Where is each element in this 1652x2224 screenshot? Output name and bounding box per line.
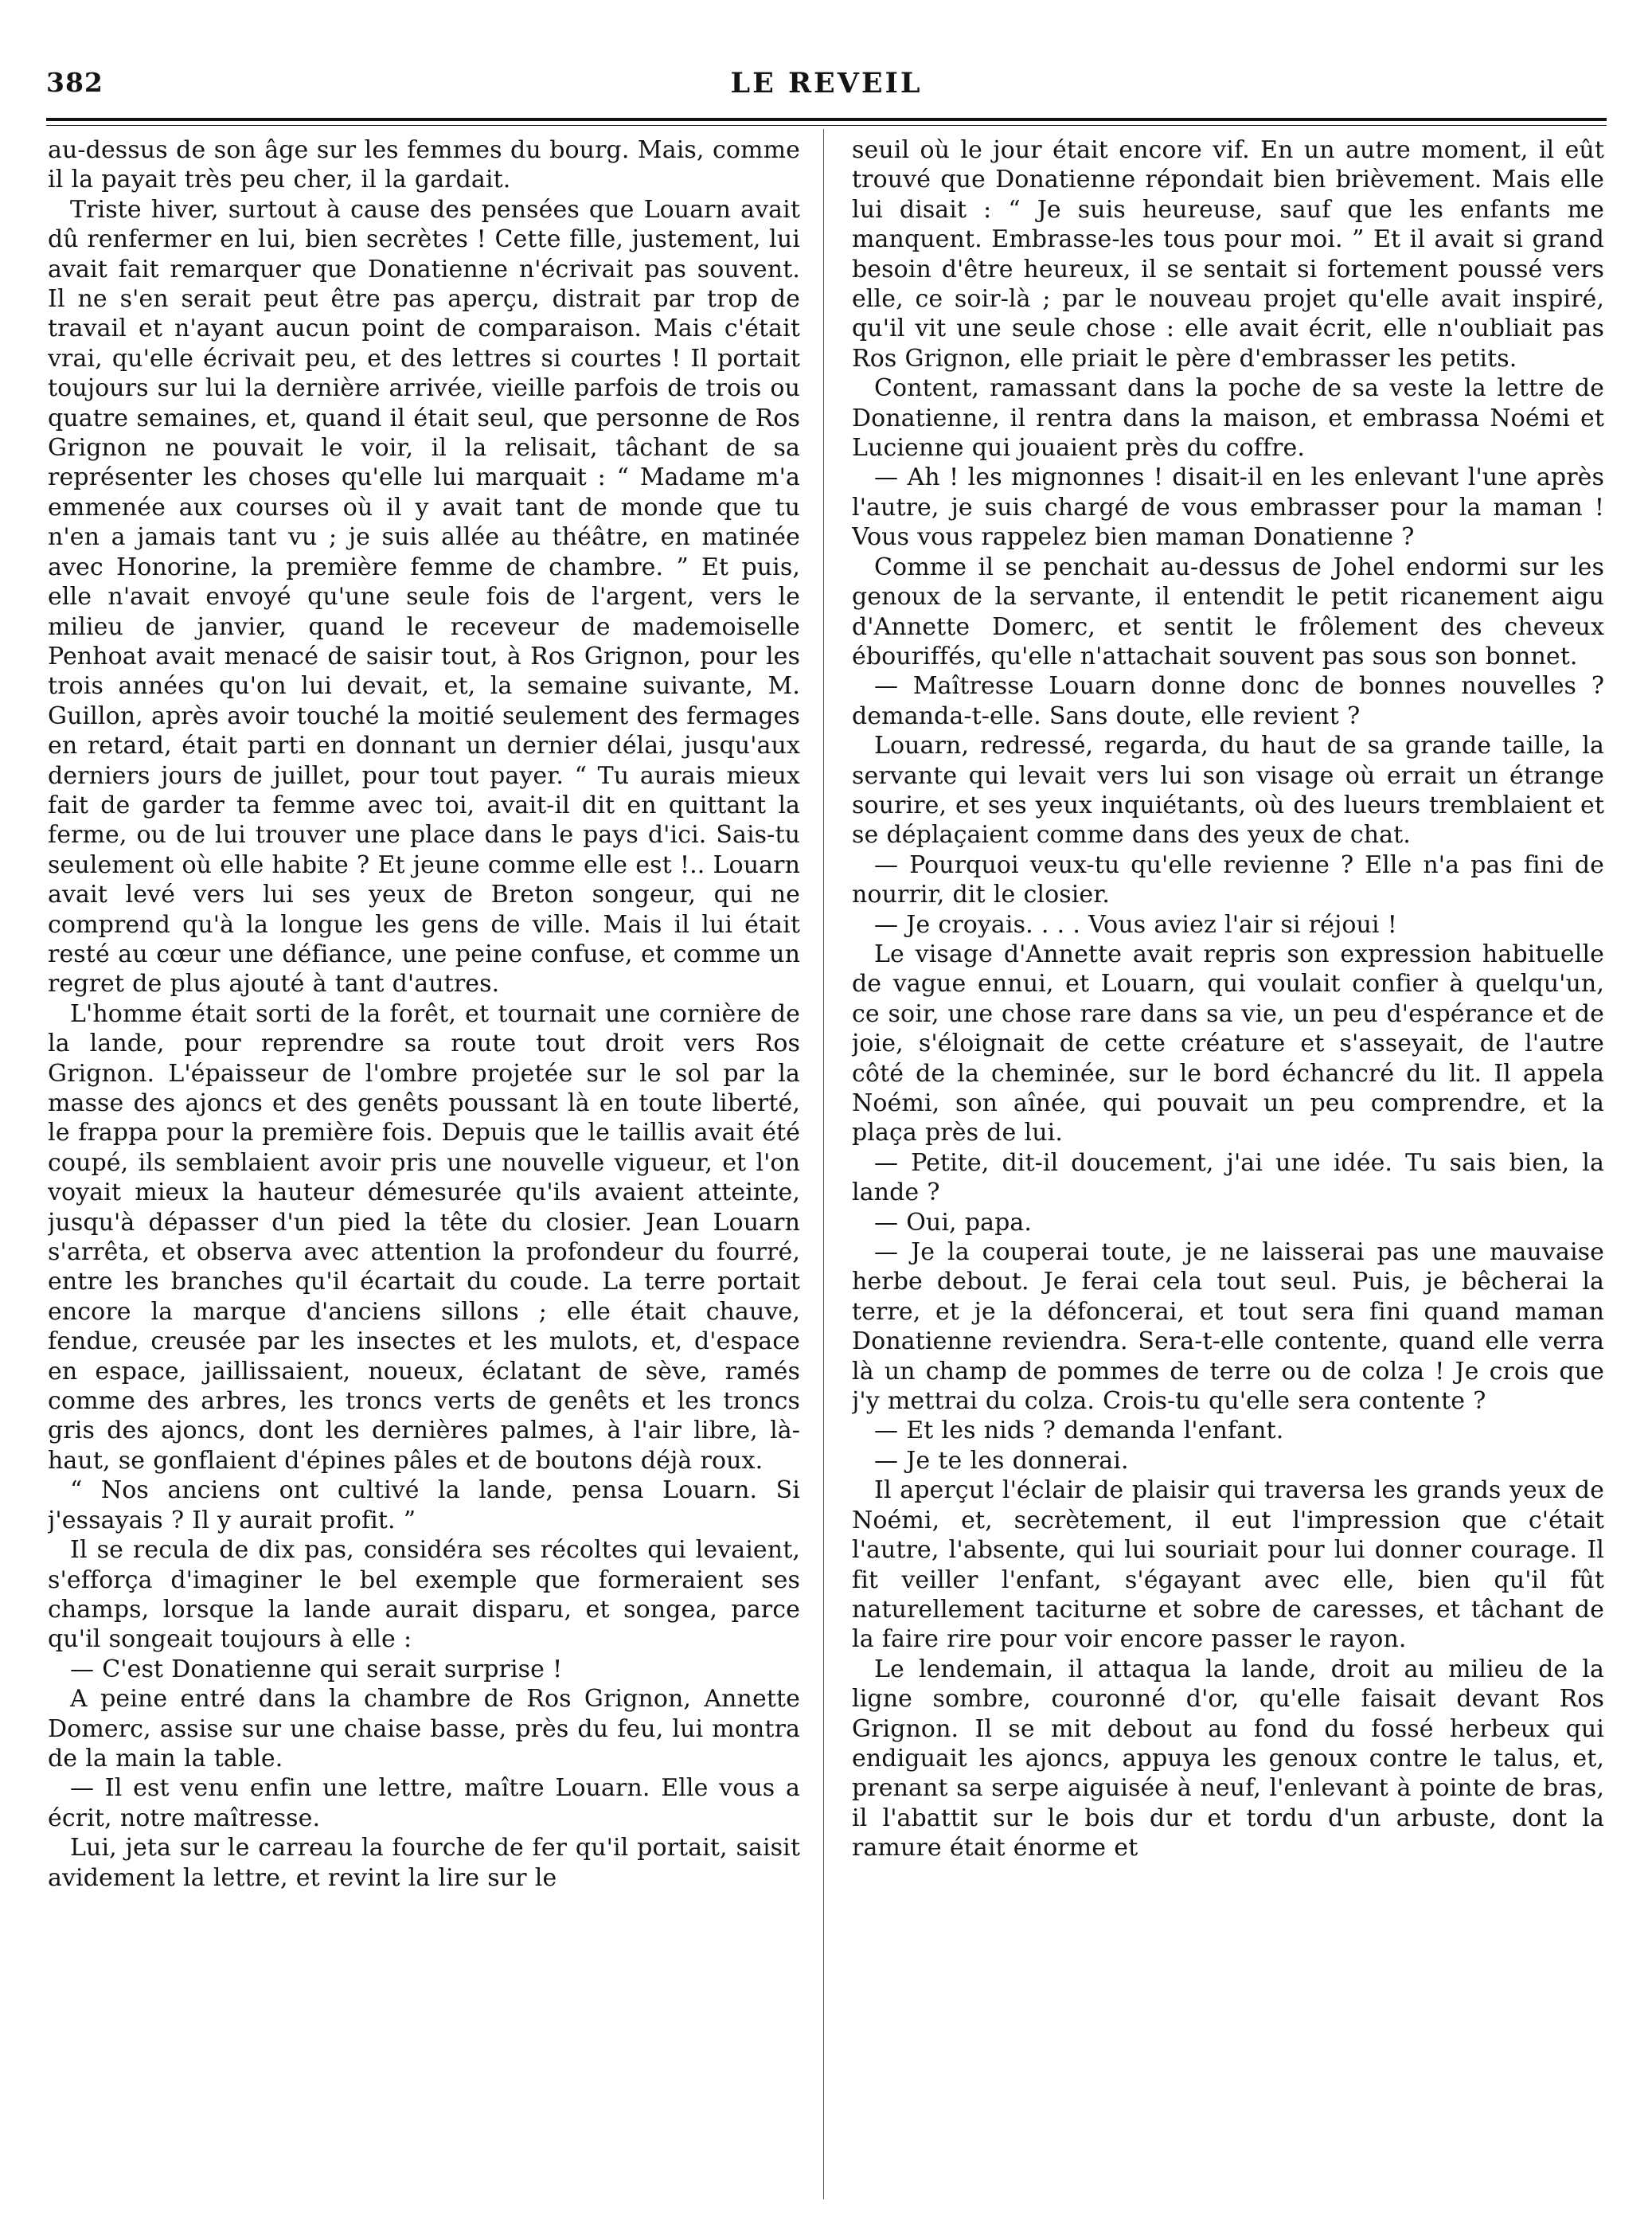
paragraph: — Pourquoi veux-tu qu'elle revienne ? Elle n'a pas fini de nourrir, dit le closier. — [852, 850, 1604, 909]
paragraph: Le lendemain, il attaqua la lande, droit au milieu de la ligne sombre, couronné d'or, qu'elle faisait devant Ros Grignon. Il se mit debout au fond du fossé herbeux qui endiguait les ajoncs, appuya les genoux contre le talus, et, prenant sa serpe aiguisée à neuf, l'enlevant à pointe de bras, il l'abattit sur le bois dur et tordu d'un arbuste, dont la ramure était énorme et — [852, 1655, 1604, 1862]
paragraph: Content, ramassant dans la poche de sa veste la lettre de Donatienne, il rentra dans la maison, et embrassa Noémi et Lucienne qui jouaient près du coffre. — [852, 374, 1604, 463]
paragraph: Il aperçut l'éclair de plaisir qui traversa les grands yeux de Noémi, et, secrètement, il eut l'impression que c'était l'autre, l'absente, qui lui souriait pour lui donner courage. Il fit veiller l'enfant, s'égayant avec elle, bien qu'il fût naturellement taciturne et sobre de caresses, et tâchant de la faire rire pour voir encore passer le rayon. — [852, 1476, 1604, 1654]
paragraph: — Il est venu enfin une lettre, maître Louarn. Elle vous a écrit, notre maîtresse. — [48, 1774, 800, 1832]
header-rule-thick — [46, 118, 1607, 121]
header-rule-thin — [46, 125, 1607, 126]
paragraph: Lui, jeta sur le carreau la fourche de fer qu'il portait, saisit avidement la lettre, et revint la lire sur le — [48, 1834, 800, 1892]
paragraph: au-dessus de son âge sur les femmes du bourg. Mais, comme il la payait très peu cher, il la gardait. — [48, 136, 800, 194]
page-header — [46, 67, 1607, 115]
running-title: LE REVEIL — [730, 67, 923, 100]
paragraph: — Ah ! les mignonnes ! disait-il en les enlevant l'une après l'autre, je suis chargé de vous embrasser pour la maman ! Vous vous rappelez bien maman Donatienne ? — [852, 463, 1604, 552]
text-column-left — [48, 135, 800, 2190]
paragraph: Le visage d'Annette avait repris son expression habituelle de vague ennui, et Louarn, qui voulait confier à quelqu'un, ce soir, une chose rare dans sa vie, un peu d'espérance et de joie, s'éloignait de cette créature et s'asseyait, de l'autre côté de la cheminée, sur le bord échancré du lit. Il appela Noémi, son aînée, qui pouvait un peu comprendre, et la plaça près de lui. — [852, 940, 1604, 1147]
paragraph: L'homme était sorti de la forêt, et tournait une cornière de la lande, pour reprendre sa route tout droit vers Ros Grignon. L'épaisseur de l'ombre projetée sur le sol par la masse des ajoncs et des genêts poussant là en toute liberté, le frappa pour la première fois. Depuis que le taillis avait été coupé, ils semblaient avoir pris une nouvelle vigueur, et l'on voyait mieux la hauteur démesurée qu'ils avaient atteinte, jusqu'à dépasser d'un pied la tête du closier. Jean Louarn s'arrêta, et observa avec attention la profondeur du fourré, entre les branches qu'il écartait du coude. La terre portait encore la marque d'anciens sillons ; elle était chauve, fendue, creusée par les insectes et les mulots, et, d'espace en espace, jaillissaient, noueux, éclatant de sève, ramés comme des arbres, les troncs verts de genêts et les troncs gris des ajoncs, dont les dernières palmes, à l'air libre, là-haut, se gonflaient d'épines pâles et de boutons déjà roux. — [48, 999, 800, 1475]
paragraph: — Et les nids ? demanda l'enfant. — [874, 1417, 1284, 1445]
paragraph: Triste hiver, surtout à cause des pensées que Louarn avait dû renfermer en lui, bien secrètes ! Cette fille, justement, lui avait fait remarquer que Donatienne n'écrivait pas souvent. Il ne s'en serait peut être pas aperçu, distrait par trop de travail et n'ayant aucun point de comparaison. Mais c'était vrai, qu'elle écrivait peu, et des lettres si courtes ! Il portait toujours sur lui la dernière arrivée, vieille parfois de trois ou quatre semaines, et, quand il était seul, que personne de Ros Grignon ne pouvait le voir, il la relisait, tâchant de sa représenter les choses qu'elle lui marquait : “ Madame m'a emmenée aux courses où il y avait tant de monde que tu n'en a jamais tant vu ; je suis allée au théâtre, en matinée avec Honorine, la première femme de chambre. ” Et puis, elle n'avait envoyé qu'une seule fois de l'argent, vers le milieu de janvier, quand le receveur de mademoiselle Penhoat avait menacé de saisir tout, à Ros Grignon, pour les trois années qu'on lui devait, et, la semaine suivante, M. Guillon, après avoir touché la moitié seulement des fermages en retard, était parti en donnant un dernier délai, jusqu'aux derniers jours de juillet, pour tout payer. “ Tu aurais mieux fait de garder ta femme avec toi, avait-il dit en quittant la ferme, ou de lui trouver une place dans le pays d'ici. Sais-tu seulement où elle habite ? Et jeune comme elle est !.. Louarn avait levé vers lui ses yeux de Breton songeur, qui ne comprend qu'à la longue les gens de ville. Mais il lui était resté au cœur une défiance, une peine confuse, et comme un regret de plus ajouté à tant d'autres. — [48, 195, 800, 999]
column-divider — [823, 129, 824, 2199]
paragraph: — Oui, papa. — [874, 1208, 1033, 1237]
paragraph: A peine entré dans la chambre de Ros Grignon, Annette Domerc, assise sur une chaise basse, près du feu, lui montra de la main la table. — [48, 1685, 800, 1773]
paragraph: — Je croyais. . . . Vous aviez l'air si réjoui ! — [874, 910, 1397, 939]
paragraph: seuil où le jour était encore vif. En un autre moment, il eût trouvé que Donatienne répondait bien brièvement. Mais elle lui disait : “ Je suis heureuse, sauf que les enfants me manquent. Embrasse-les tous pour moi. ” Et il avait si grand besoin d'être heureux, il se sentait si fortement poussé vers elle, ce soir-là ; par le nouveau projet qu'elle avait inspiré, qu'il vit une seule chose : elle avait écrit, elle n'oubliait pas Ros Grignon, elle priait le père d'embrasser les petits. — [852, 136, 1604, 373]
paragraph: Il se recula de dix pas, considéra ses récoltes qui levaient, s'efforça d'imaginer le bel exemple que formeraient ses champs, lorsque la lande aurait disparu, et songea, parce qu'il songeait toujours à elle : — [48, 1536, 800, 1654]
paragraph: Louarn, redressé, regarda, du haut de sa grande taille, la servante qui levait vers lui son visage où errait un étrange sourire, et ses yeux inquiétants, où des lueurs tremblaient et se déplaçaient comme dans des yeux de chat. — [852, 732, 1604, 850]
text-column-right — [852, 135, 1604, 2190]
paragraph: — Maîtresse Louarn donne donc de bonnes nouvelles ? demanda-t-elle. Sans doute, elle revient ? — [852, 672, 1604, 730]
paragraph: “ Nos anciens ont cultivé la lande, pensa Louarn. Si j'essayais ? Il y aurait profit. ” — [48, 1476, 800, 1534]
paragraph: — Je la couperai toute, je ne laisserai pas une mauvaise herbe debout. Je ferai cela tout seul. Puis, je bêcherai la terre, et je la défoncerai, et tout sera fini quand maman Donatienne reviendra. Sera-t-elle contente, quand elle verra là un champ de pommes de terre ou de colza ! Je crois que j'y mettrai du colza. Crois-tu qu'elle sera contente ? — [852, 1238, 1604, 1416]
page-number: 382 — [46, 67, 103, 98]
paragraph: — Petite, dit-il doucement, j'ai une idée. Tu sais bien, la lande ? — [852, 1148, 1604, 1207]
paragraph: — Je te les donnerai. — [874, 1446, 1129, 1475]
paragraph: — C'est Donatienne qui serait surprise ! — [70, 1655, 563, 1683]
paragraph: Comme il se penchait au-dessus de Johel endormi sur les genoux de la servante, il entendit le petit ricanement aigu d'Annette Domerc, et sentit le frôlement des cheveux ébouriffés, qu'elle n'attachait souvent pas sous son bonnet. — [852, 553, 1604, 670]
